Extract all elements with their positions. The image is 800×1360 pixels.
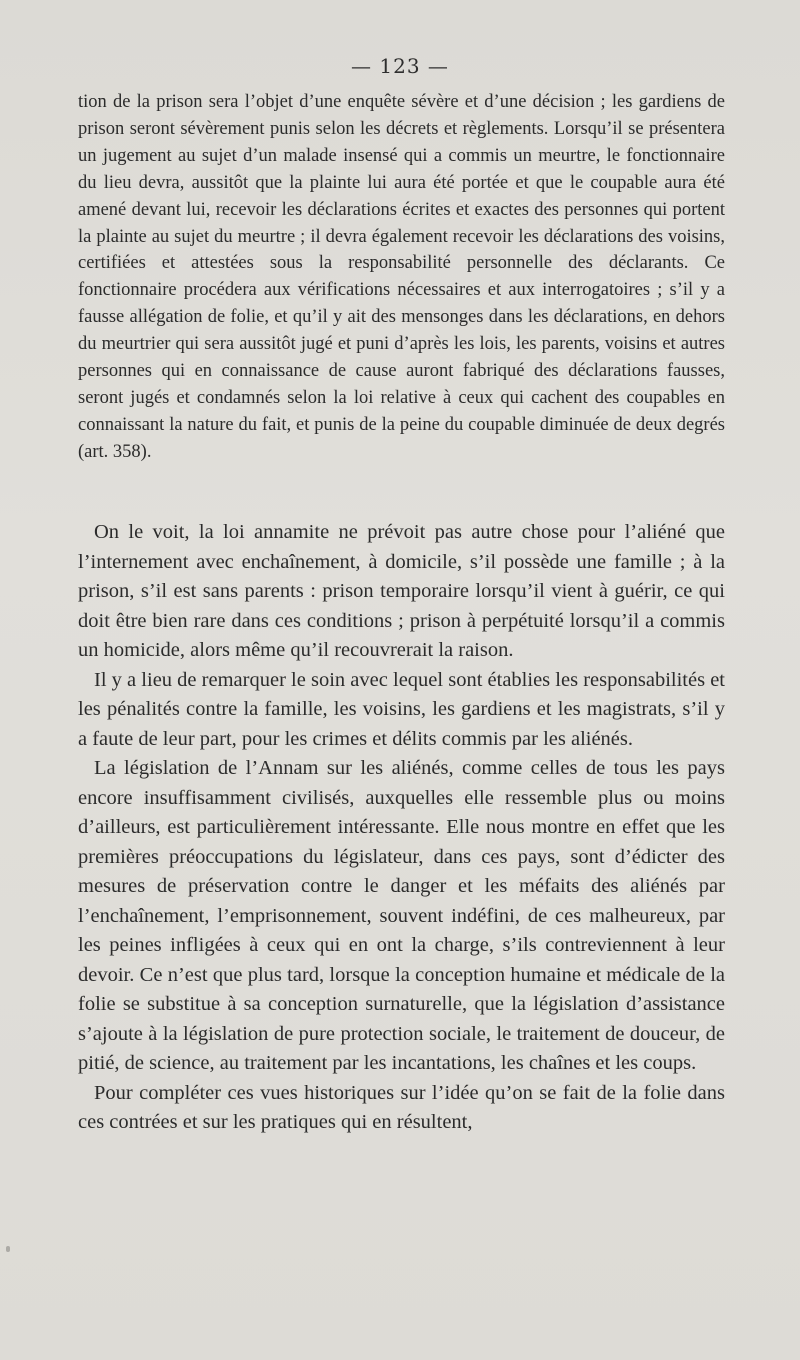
paragraph-continuation: tion de la prison sera l’objet d’une enquête sévère et d’une décision ; les gardiens de prison seront sévèrement punis selon les décrets et règlements. Lorsqu’il se présentera un jugement au sujet d’un malade insensé qui a commis un meurtre, le fonctionnaire du lieu devra, aussitôt que la plainte lui aura été portée et que le coupable aura été amené devant lui, recevoir les déclarations écrites et exactes des personnes qui portent la plainte au sujet du meurtre ; il devra également recevoir les déclarations des voisins, certifiées et attestées sous la responsabilité personnelle des déclarants. Ce fonctionnaire procédera aux vérifications nécessaires et aux interrogatoires ; s’il y a fausse allégation de folie, et qu’il y ait des mensonges dans les déclarations, en dehors du meurtrier qui sera aussitôt jugé et puni d’après les lois, les parents, voisins et autres personnes qui en connaissance de cause auront fabriqué des déclarations fausses, seront jugés et condamnés selon la loi relative à ceux qui cachent des coupables en connaissant la nature du fait, et punis de la peine du coupable diminuée de deux degrés (art. 358).	[78, 92, 725, 462]
page-number: — 123 —	[351, 54, 449, 78]
paragraph: La législation de l’Annam sur les aliénés, comme celles de tous les pays encore insuffisamment civilisés, auxquelles elle ressemble plus ou moins d’ailleurs, est particulièrement intéressante. Elle nous montre en effet que les premières préoccupations du législateur, dans ces pays, sont d’édicter des mesures de préservation contre le danger et les méfaits des aliénés par l’enchaînement, l’emprisonnement, souvent indéfini, de ces malheureux, par les peines infligées à ceux qui en ont la charge, s’ils contreviennent à leur devoir. Ce n’est que plus tard, lorsque la conception humaine et médicale de la folie se substitue à sa conception surnaturelle, que la législation d’assistance s’ajoute à la législation de pure protection sociale, le traitement de douceur, de pitié, de science, au traitement par les incantations, les chaînes et les coups.	[78, 757, 725, 1074]
scan-speck	[6, 1246, 10, 1252]
paragraph: Il y a lieu de remarquer le soin avec lequel sont établies les responsabilités et les pénalités contre la famille, les voisins, les gardiens et les magistrats, s’il y a faute de leur part, pour les crimes et délits commis par les aliénés.	[78, 668, 725, 750]
text-block-bottom	[78, 518, 725, 1138]
paragraph: Pour compléter ces vues historiques sur l’idée qu’on se fait de la folie dans ces contrées et sur les pratiques qui en résultent,	[78, 1081, 725, 1133]
paragraph: On le voit, la loi annamite ne prévoit pas autre chose pour l’aliéné que l’internement avec enchaînement, à domicile, s’il possède une famille ; à la prison, s’il est sans parents : prison temporaire lorsqu’il vient à guérir, ce qui doit être bien rare dans ces conditions ; prison à perpétuité lorsqu’il a commis un homicide, alors même qu’il recouvrerait la raison.	[78, 521, 725, 661]
text-block-top	[78, 89, 725, 466]
